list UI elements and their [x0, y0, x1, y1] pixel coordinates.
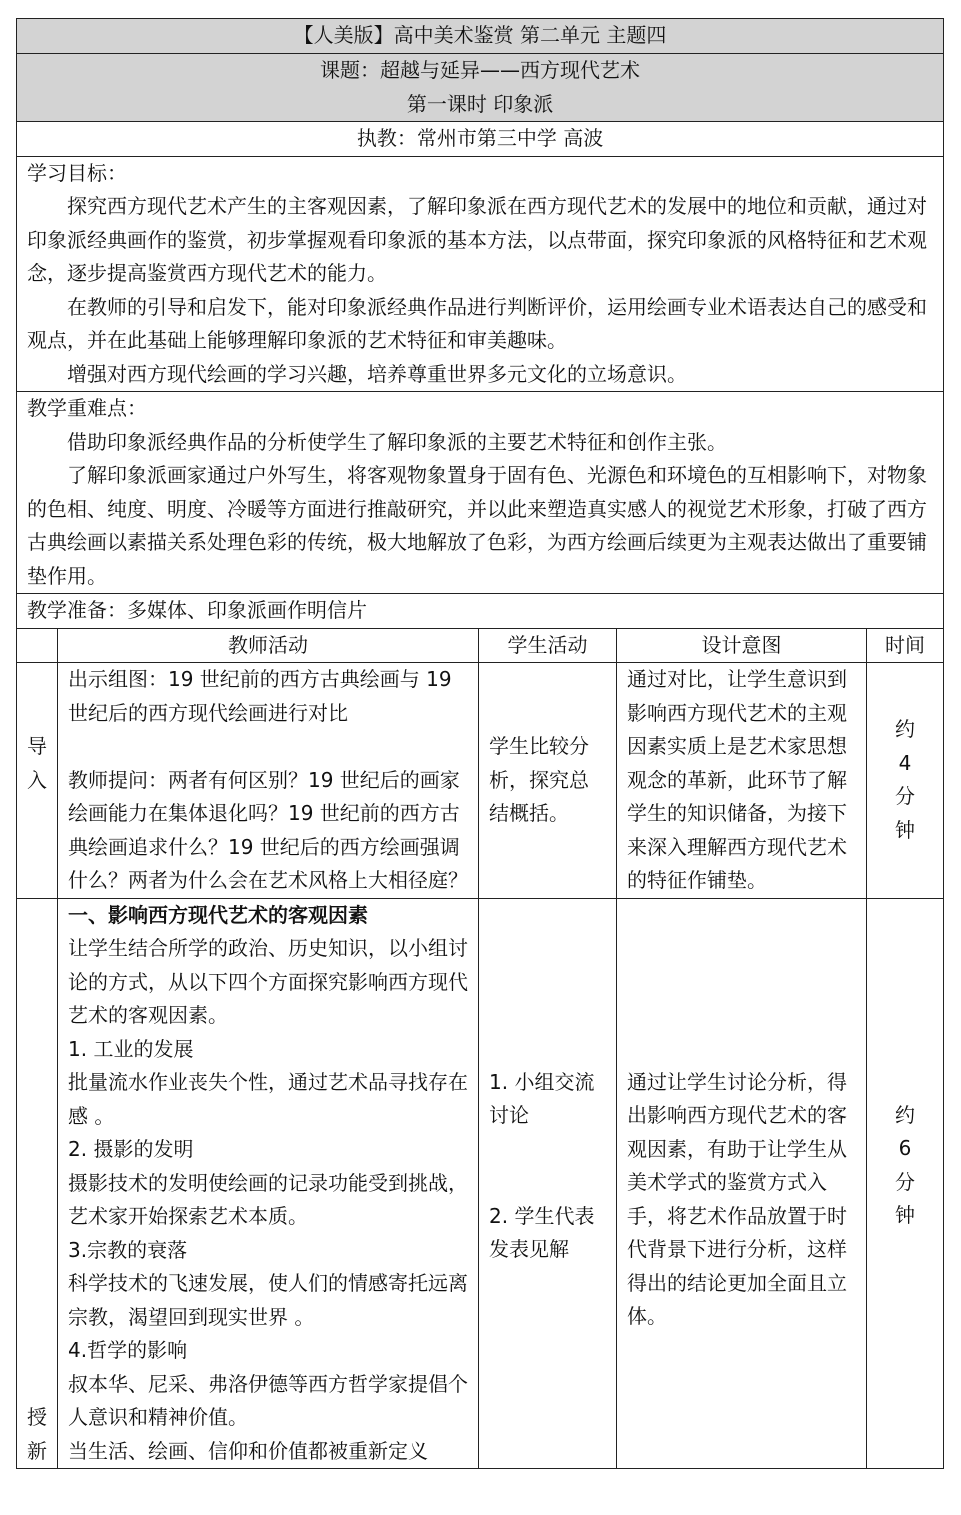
topic-line-2: 第一课时 印象派 — [406, 91, 554, 116]
teacher-line: 批量流水作业丧失个性，通过艺术品寻找存在感 。 — [68, 1070, 468, 1128]
teacher-line: 2. 摄影的发明 — [68, 1137, 194, 1161]
lesson-plan — [16, 18, 943, 1469]
key-points — [17, 392, 944, 594]
teacher-activity-cell — [58, 898, 479, 1469]
spacer — [489, 1166, 606, 1200]
student-activity-1: 1. 小组交流讨论 — [489, 1069, 595, 1127]
objective-2: 在教师的引导和启发下，能对印象派经典作品进行判断评价，运用绘画专业术语表达自己的感受和观点，并在此基础上能够理解印象派的艺术特征和审美趣味。 — [27, 294, 927, 352]
teaching-preparation: 教学准备：多媒体、印象派画作明信片 — [17, 594, 944, 629]
teacher-line: 出示组图：19 世纪前的西方古典绘画与 19 世纪后的西方现代绘画进行对比 — [68, 667, 452, 725]
time-header: 时间 — [867, 628, 944, 663]
design-intent-cell — [617, 898, 867, 1469]
teacher-line: 科学技术的飞速发展，使人们的情感寄托远离宗教，渴望回到现实世界 。 — [68, 1271, 468, 1329]
phase-cell — [17, 663, 58, 899]
phase-label: 授新 — [27, 1405, 47, 1463]
student-activity-cell: 学生比较分析，探究总结概括。 — [479, 663, 617, 899]
section-heading: 一、影响西方现代艺术的客观因素 — [68, 902, 368, 927]
teacher-line: 1. 工业的发展 — [68, 1036, 194, 1061]
teacher-line: 4.哲学的影响 — [68, 1338, 188, 1362]
phase-cell — [17, 898, 58, 1469]
time-cell — [867, 663, 944, 899]
phase-column-header — [17, 628, 58, 663]
key-point-2: 了解印象派画家通过户外写生，将客观物象置身于固有色、光源色和环境色的互相影响下，对物象的色相、纯度、明度、冷暖等方面进行推敲研究，并以此来塑造真实感人的视觉艺术形象，打破了西方古典绘画以素描关系处理色彩的传统，极大地解放了色彩，为西方绘画后续更为主观表达做出了重要铺垫作用。 — [27, 463, 927, 588]
key-point-1: 借助印象派经典作品的分析使学生了解印象派的主要艺术特征和创作主张。 — [67, 429, 727, 454]
teacher-line: 让学生结合所学的政治、历史知识，以小组讨论的方式，从以下四个方面探究影响西方现代艺术的客观因素。 — [68, 936, 468, 1027]
teacher-line: 摄影技术的发明使绘画的记录功能受到挑战，艺术家开始探索艺术本质。 — [68, 1170, 468, 1228]
teacher-activity-header: 教师活动 — [58, 628, 479, 663]
design-intent-header: 设计意图 — [617, 628, 867, 663]
phase-label: 导入 — [27, 734, 47, 792]
time-value: 约6分钟 — [895, 1102, 916, 1227]
lesson-plan-table — [16, 18, 944, 1469]
student-activity-cell — [479, 898, 617, 1469]
document-title: 【人美版】高中美术鉴赏 第二单元 主题四 — [17, 19, 944, 54]
lesson-topic — [17, 54, 944, 122]
objectives-label: 学习目标： — [27, 160, 127, 185]
teacher-activity-cell — [58, 663, 479, 899]
teacher-info: 执教：常州市第三中学 高波 — [17, 122, 944, 157]
spacer — [489, 1133, 606, 1167]
spacer — [68, 730, 468, 764]
teacher-line: 教师提问：两者有何区别？19 世纪后的画家绘画能力在集体退化吗？19 世纪前的西方古典绘画追求什么？19 世纪后的西方绘画强调什么？两者为什么会在艺术风格上大相径庭？ — [68, 767, 468, 892]
table-row — [17, 898, 944, 1469]
objective-3: 增强对西方现代绘画的学习兴趣，培养尊重世界多元文化的立场意识。 — [67, 361, 687, 386]
student-activity-header: 学生活动 — [479, 628, 617, 663]
teacher-line: 当生活、绘画、信仰和价值都被重新定义 — [68, 1438, 428, 1463]
teacher-line: 叔本华、尼采、弗洛伊德等西方哲学家提倡个人意识和精神价值。 — [68, 1371, 468, 1429]
design-intent-text: 通过让学生讨论分析，得出影响西方现代艺术的客观因素，有助于让学生从美术学式的鉴赏方式入手，将艺术作品放置于时代背景下进行分析，这样得出的结论更加全面且立体。 — [627, 1069, 847, 1328]
teacher-line: 3.宗教的衰落 — [68, 1237, 188, 1262]
learning-objectives — [17, 156, 944, 392]
table-row — [17, 663, 944, 899]
key-points-label: 教学重难点： — [27, 396, 147, 420]
topic-line-1: 课题：超越与延异——西方现代艺术 — [320, 58, 641, 82]
objective-1: 探究西方现代艺术产生的主客观因素，了解印象派在西方现代艺术的发展中的地位和贡献，通过对印象派经典画作的鉴赏，初步掌握观看印象派的基本方法，以点带面，探究印象派的风格特征和艺术观念，逐步提高鉴赏西方现代艺术的能力。 — [27, 194, 927, 285]
design-intent-cell: 通过对比，让学生意识到影响西方现代艺术的主观因素实质上是艺术家思想观念的革新，此环节了解学生的知识储备，为接下来深入理解西方现代艺术的特征作铺垫。 — [617, 663, 867, 899]
student-activity-2: 2. 学生代表发表见解 — [489, 1203, 595, 1261]
time-cell — [867, 898, 944, 1469]
time-value: 约4分钟 — [895, 717, 916, 842]
